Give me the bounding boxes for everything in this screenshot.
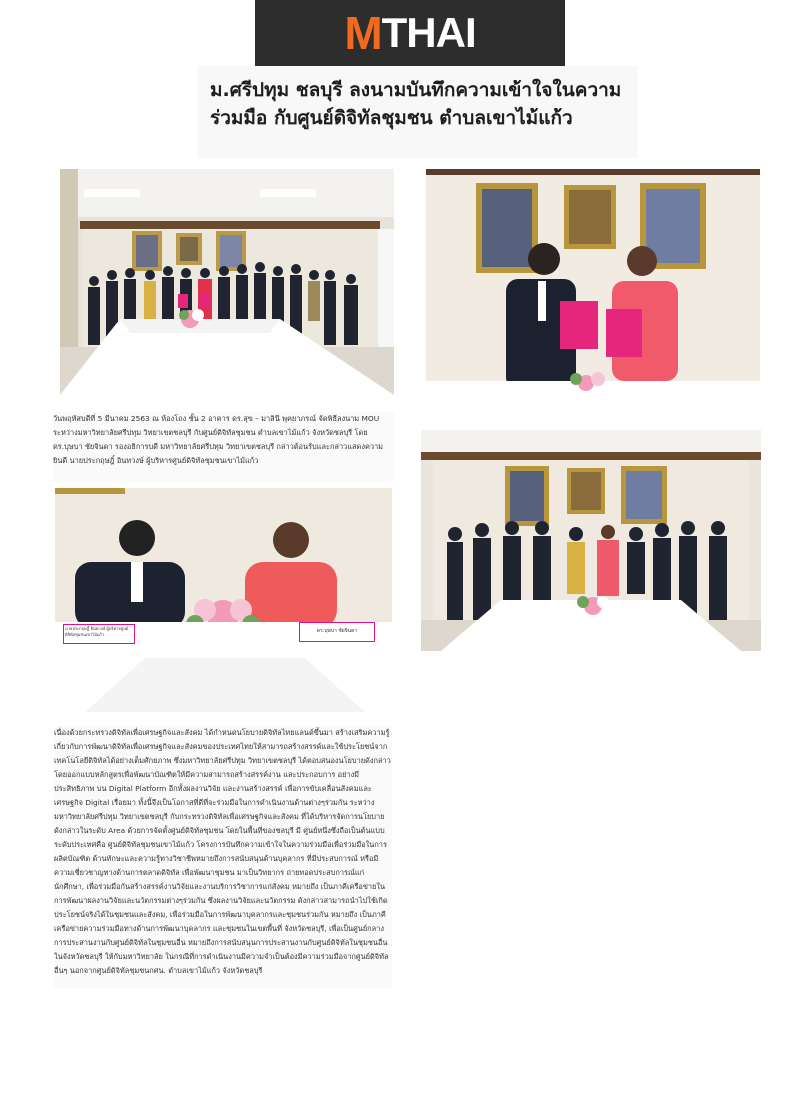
logo-m: M — [344, 7, 382, 59]
signing-photo — [55, 488, 392, 712]
logo-text: THAI — [381, 9, 476, 56]
mthai-logo[interactable] — [255, 0, 565, 66]
group-photo-1 — [60, 169, 394, 395]
group-photo-2-image — [421, 430, 761, 651]
body-paragraph: เนื่องด้วยกระทรวงดิจิทัลเพื่อเศรษฐกิจและสังคม ได้กำหนดนโยบายดิจิทัลไทยแลนด์ขึ้นมา สร้างเสริมความรู้เกี่ยวกับการพัฒนาดิจิทัลเพื่อเศรษฐกิจและสังคมของประเทศไทยให้สามารถสร้างสรรค์และใช้ประโยชน์จากเทคโนโลยีดิจิทัลได้อย่างเต็มศักยภาพ ซึ่งมหาวิทยาลัยศรีปทุม วิทยาเขตชลบุรี ได้ตอบสนองนโยบายดังกล่าว โดยออกแบบหลักสูตรเพื่อพัฒนาบัณฑิตให้มีความสามารถสร้างสรรค์งาน และประกอบการ อย่างมีประสิทธิภาพ บน Digital Platform อีกทั้งผลงานวิจัย และงานสร้างสรรค์ เพื่อการขับเคลื่อนสังคมและเศรษฐกิจ Digital เรื่อยมา ทั้งนี้จึงเป็นโอกาสที่ดีที่จะร่วมมือในการดำเนินงานด้านต่างๆร่วมกัน ระหว่างมหาวิทยาลัยศรีปทุม วิทยาเขตชลบุรี กับกระทรวงดิจิทัลเพื่อเศรษฐกิจและสังคม ที่ได้บริหารจัดการนโยบายดังกล่าวในระดับ Area ด้วยการจัดตั้งศูนย์ดิจิทัลชุมชน โดยในพื้นที่ของชลบุรี มี ศูนย์หนึ่งซึ่งถือเป็นต้นแบบระดับประเทศคือ ศูนย์ดิจิทัลชุมชนเขาไม้แก้ว โครงการบันทึกความเข้าใจในความร่วมมือเพื่อร่วมมือในการผลิตบัณฑิต ด้านทักษะและความรู้ทางวิชาชีพหมายถึงการสนับสนุนด้านบุคลากร ที่มีประสบการณ์ หรือมีความเชี่ยวชาญทางด้านการตลาดดิจิทัล เพื่อพัฒนาชุมชน มาเป็นวิทยากร ถ่ายทอดประสบการณ์แก่นักศึกษา, เพื่อร่วมมือกันสร้างสรรค์งานวิจัยและงานบริการวิชาการแก่สังคม หมายถึง เป็นภาคีเครือข่ายในการพัฒนาผลงานวิจัยและนวัตกรรมต่างๆร่วมกัน ซึ่งผลงานวิจัยและนวัตกรรม ดังกล่าวสามารถนำไปใช้เกิดประโยชน์จริงได้ในชุมชนและสังคม, เพื่อร่วมมือในการพัฒนาบุคลากรและชุมชนร่วมกัน หมายถึง เป็นภาคีเครือข่ายความร่วมมือทางด้านการพัฒนาบุคลากร และชุมชนในเขตพื้นที่ จังหวัดชลบุรี, เพื่อเป็นศูนย์กลางการประสานงานกับศูนย์ดิจิทัลในชุมชนอื่น หมายถึงการสนับสนุนการประสานงานกับศูนย์ดิจิทัลในชุมชนอื่นในจังหวัดชลบุรี ให้กับมหาวิทยาลัย ในกรณีที่การดำเนินงานมีความจำเป็นต้องมีความร่วมมือจากศูนย์ดิจิทัลอื่นๆ นอกจากศูนย์ดิจิทัลชุมชนกศน. ตำบลเขาไม้แก้ว จังหวัดชลบุรี — [54, 726, 392, 988]
handover-photo — [426, 169, 760, 397]
group-photo-2 — [421, 430, 761, 651]
intro-paragraph: วันพฤหัสบดีที่ 5 มีนาคม 2563 ณ ห้องโถง ชั้น 2 อาคาร ดร.สุข – มาลินี พุคยาภรณ์ จัดพิธีลงนาม MOU ระหว่างมหาวิทยาลัยศรีปทุม วิทยาเขตชลบุรี กับศูนย์ดิจิทัลชุมชน ตำบลเขาไม้แก้ว จังหวัดชลบุรี โดย ดร.บุษบา ชัยจินดา รองอธิการบดี มหาวิทยาลัยศรีปทุม วิทยาเขตชลบุรี กล่าวต้อนรับและกล่าวแสดงความยินดี นายประกฤษฎิ์ อินทวงษ์ ผู้บริหารศูนย์ดิจิทัลชุมชนเขาไม้แก้ว — [53, 412, 394, 482]
article-headline: ม.ศรีปทุม ชลบุรี ลงนามบันทึกความเข้าใจในความร่วมมือ กับศูนย์ดิจิทัลชุมชน ตำบลเขาไม้แก้ว — [210, 79, 622, 129]
signing-photo-image — [55, 488, 392, 712]
placard-right: ดร.บุษบา ชัยจินดา — [299, 622, 375, 642]
handover-photo-image — [426, 169, 760, 397]
group-photo-1-image — [60, 169, 394, 395]
placard-left: นายประกฤษฎิ์ อินทวงษ์ ผู้บริหารศูนย์ดิจิทัลชุมชนเขาไม้แก้ว — [63, 624, 135, 644]
